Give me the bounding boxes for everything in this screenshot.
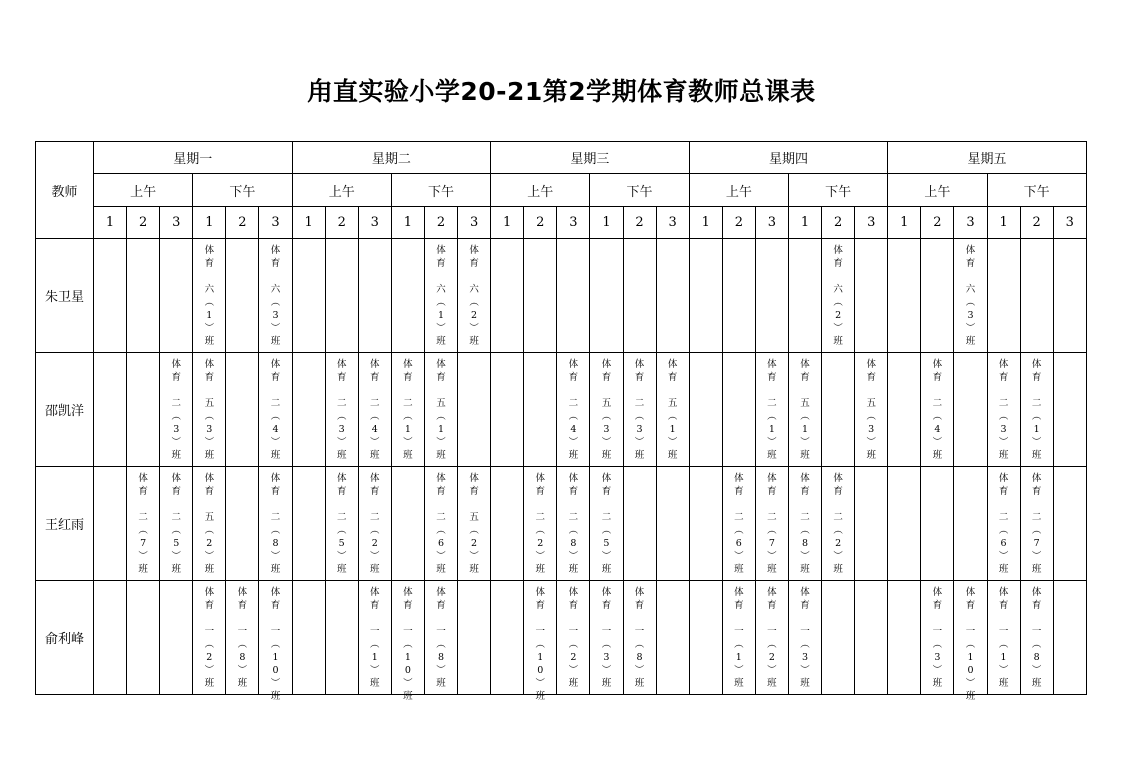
teacher-row <box>36 581 1087 695</box>
schedule-cell <box>590 239 623 353</box>
period-header: 3 <box>855 207 888 239</box>
schedule-cell <box>1053 239 1086 353</box>
schedule-cell <box>94 239 127 353</box>
class-entry: 体 育 一 ︵ 1 0 ︶ 班 <box>403 587 413 702</box>
period-header: 1 <box>987 207 1020 239</box>
schedule-cell <box>524 467 557 581</box>
schedule-cell <box>458 239 491 353</box>
day-header-wed: 星期三 <box>491 142 690 174</box>
teacher-name: 朱卫星 <box>36 239 94 353</box>
half-day-header: 上午 <box>94 174 193 207</box>
period-header: 1 <box>590 207 623 239</box>
schedule-cell <box>259 353 292 467</box>
schedule-cell <box>127 581 160 695</box>
period-header: 1 <box>888 207 921 239</box>
schedule-cell <box>954 581 987 702</box>
schedule-cell <box>822 581 855 695</box>
class-entry: 体 育 五 ︵ 2 ︶ 班 <box>469 473 479 575</box>
schedule-cell <box>954 467 987 581</box>
schedule-cell <box>491 239 524 353</box>
class-entry: 体 育 二 ︵ 5 ︶ 班 <box>601 473 612 575</box>
schedule-cell <box>722 239 755 353</box>
teacher-row <box>36 467 1087 581</box>
period-header: 1 <box>94 207 127 239</box>
class-entry: 体 育 二 ︵ 7 ︶ 班 <box>1031 473 1042 575</box>
class-entry: 体 育 一 ︵ 1 ︶ 班 <box>370 587 380 689</box>
class-entry: 体 育 一 ︵ 2 ︶ 班 <box>204 587 215 689</box>
schedule-cell <box>358 239 391 353</box>
schedule-cell <box>391 239 424 353</box>
period-header: 3 <box>954 207 987 239</box>
schedule-cell <box>954 239 987 353</box>
schedule-cell <box>292 467 325 581</box>
class-entry: 体 育 一 ︵ 2 ︶ 班 <box>568 587 579 689</box>
period-header: 3 <box>755 207 788 239</box>
schedule-cell <box>623 353 656 467</box>
half-day-header: 下午 <box>590 174 689 207</box>
schedule-cell <box>855 353 888 467</box>
schedule-cell <box>391 467 424 581</box>
schedule-cell <box>722 581 755 695</box>
schedule-cell <box>226 239 259 353</box>
class-entry: 体 育 二 ︵ 2 ︶ 班 <box>535 473 546 575</box>
schedule-cell <box>160 353 193 467</box>
day-header-fri: 星期五 <box>888 142 1087 174</box>
schedule-cell <box>325 581 358 695</box>
period-header: 2 <box>226 207 259 239</box>
class-entry: 体 育 一 ︵ 3 ︶ 班 <box>800 587 810 689</box>
schedule-cell <box>491 467 524 581</box>
schedule-cell <box>1053 353 1086 467</box>
class-entry: 体 育 五 ︵ 3 ︶ 班 <box>601 359 612 461</box>
class-entry: 体 育 一 ︵ 8 ︶ 班 <box>634 587 645 689</box>
schedule-cell <box>822 467 855 581</box>
schedule-cell <box>1020 467 1053 581</box>
class-entry: 体 育 五 ︵ 1 ︶ 班 <box>800 359 810 461</box>
schedule-cell <box>921 353 954 467</box>
period-header: 1 <box>689 207 722 239</box>
schedule-cell <box>1020 239 1053 353</box>
class-entry: 体 育 六 ︵ 1 ︶ 班 <box>204 245 215 347</box>
schedule-body <box>36 239 1087 702</box>
schedule-cell <box>524 353 557 467</box>
half-day-header: 下午 <box>391 174 490 207</box>
schedule-cell <box>888 239 921 353</box>
class-entry: 体 育 六 ︵ 3 ︶ 班 <box>270 245 281 347</box>
period-header-row <box>36 207 1087 239</box>
period-header: 1 <box>193 207 226 239</box>
schedule-cell <box>921 467 954 581</box>
class-entry: 体 育 一 ︵ 2 ︶ 班 <box>767 587 777 689</box>
schedule-cell <box>458 581 491 695</box>
half-day-header: 下午 <box>987 174 1086 207</box>
period-header: 2 <box>524 207 557 239</box>
schedule-cell <box>127 239 160 353</box>
schedule-cell <box>557 467 590 581</box>
schedule-cell <box>458 353 491 467</box>
schedule-cell <box>424 467 457 581</box>
period-header: 2 <box>921 207 954 239</box>
class-entry: 体 育 一 ︵ 1 ︶ 班 <box>734 587 744 689</box>
schedule-cell <box>259 467 292 581</box>
period-header: 1 <box>788 207 821 239</box>
day-header-tue: 星期二 <box>292 142 491 174</box>
schedule-cell <box>656 581 689 695</box>
schedule-cell <box>689 581 722 695</box>
schedule-cell <box>623 581 656 695</box>
class-entry: 体 育 一 ︵ 1 0 ︶ 班 <box>535 587 546 702</box>
class-entry: 体 育 二 ︵ 5 ︶ 班 <box>336 473 347 575</box>
half-day-header: 上午 <box>491 174 590 207</box>
class-entry: 体 育 二 ︵ 1 ︶ 班 <box>767 359 777 461</box>
teacher-name: 俞利峰 <box>36 581 94 695</box>
period-header: 2 <box>424 207 457 239</box>
schedule-cell <box>391 581 424 702</box>
class-entry: 体 育 二 ︵ 3 ︶ 班 <box>998 359 1009 461</box>
half-day-header: 上午 <box>888 174 987 207</box>
schedule-cell <box>193 581 226 695</box>
schedule-cell <box>987 467 1020 581</box>
schedule-cell <box>325 353 358 467</box>
teacher-column-header: 教师 <box>36 142 94 239</box>
class-entry: 体 育 二 ︵ 1 ︶ 班 <box>403 359 413 461</box>
schedule-cell <box>888 581 921 695</box>
period-header: 1 <box>391 207 424 239</box>
schedule-cell <box>822 353 855 467</box>
schedule-cell <box>391 353 424 467</box>
period-header: 1 <box>292 207 325 239</box>
class-entry: 体 育 二 ︵ 6 ︶ 班 <box>998 473 1009 575</box>
teacher-name: 邵凯洋 <box>36 353 94 467</box>
half-day-header: 下午 <box>788 174 887 207</box>
schedule-cell <box>557 353 590 467</box>
schedule-cell <box>987 353 1020 467</box>
class-entry: 体 育 一 ︵ 1 0 ︶ 班 <box>270 587 281 702</box>
schedule-cell <box>590 467 623 581</box>
class-entry: 体 育 二 ︵ 4 ︶ 班 <box>270 359 281 461</box>
schedule-cell <box>1053 581 1086 695</box>
class-entry: 体 育 五 ︵ 3 ︶ 班 <box>204 359 215 461</box>
schedule-cell <box>226 353 259 467</box>
class-entry: 体 育 一 ︵ 8 ︶ 班 <box>436 587 446 689</box>
class-entry: 体 育 二 ︵ 1 ︶ 班 <box>1031 359 1042 461</box>
half-day-header: 下午 <box>193 174 292 207</box>
schedule-cell <box>557 239 590 353</box>
class-entry: 体 育 六 ︵ 2 ︶ 班 <box>833 245 843 347</box>
class-entry: 体 育 一 ︵ 8 ︶ 班 <box>237 587 248 689</box>
schedule-cell <box>755 581 788 695</box>
schedule-cell <box>788 467 821 581</box>
class-entry: 体 育 五 ︵ 1 ︶ 班 <box>436 359 446 461</box>
schedule-cell <box>325 467 358 581</box>
day-header-mon: 星期一 <box>94 142 293 174</box>
schedule-cell <box>755 467 788 581</box>
period-header: 3 <box>458 207 491 239</box>
class-entry: 体 育 五 ︵ 1 ︶ 班 <box>667 359 678 461</box>
schedule-cell <box>656 239 689 353</box>
schedule-cell <box>788 353 821 467</box>
page-title: 甪直实验小学20-21第2学期体育教师总课表 <box>307 77 816 106</box>
schedule-cell <box>987 581 1020 695</box>
class-entry: 体 育 二 ︵ 8 ︶ 班 <box>800 473 810 575</box>
class-entry: 体 育 一 ︵ 1 ︶ 班 <box>998 587 1009 689</box>
class-entry: 体 育 二 ︵ 3 ︶ 班 <box>171 359 181 461</box>
class-entry: 体 育 一 ︵ 3 ︶ 班 <box>601 587 612 689</box>
half-day-header: 上午 <box>689 174 788 207</box>
schedule-cell <box>623 467 656 581</box>
schedule-cell <box>822 239 855 353</box>
class-entry: 体 育 六 ︵ 1 ︶ 班 <box>436 245 446 347</box>
schedule-cell <box>1020 353 1053 467</box>
schedule-cell <box>292 353 325 467</box>
day-header-thu: 星期四 <box>689 142 888 174</box>
schedule-cell <box>358 467 391 581</box>
schedule-cell <box>722 467 755 581</box>
period-header: 3 <box>358 207 391 239</box>
schedule-cell <box>358 353 391 467</box>
schedule-cell <box>755 353 788 467</box>
schedule-cell <box>656 353 689 467</box>
schedule-cell <box>722 353 755 467</box>
teacher-row <box>36 353 1087 467</box>
class-entry: 体 育 一 ︵ 3 ︶ 班 <box>932 587 943 689</box>
class-entry: 体 育 二 ︵ 5 ︶ 班 <box>171 473 181 575</box>
schedule-cell <box>921 239 954 353</box>
class-entry: 体 育 二 ︵ 2 ︶ 班 <box>833 473 843 575</box>
teacher-row <box>36 239 1087 353</box>
class-entry: 体 育 一 ︵ 8 ︶ 班 <box>1031 587 1042 689</box>
schedule-cell <box>788 581 821 695</box>
class-entry: 体 育 六 ︵ 2 ︶ 班 <box>469 245 479 347</box>
class-entry: 体 育 二 ︵ 4 ︶ 班 <box>568 359 579 461</box>
schedule-cell <box>424 239 457 353</box>
period-header: 2 <box>623 207 656 239</box>
schedule-cell <box>424 353 457 467</box>
schedule-cell <box>855 467 888 581</box>
period-header: 3 <box>1053 207 1086 239</box>
schedule-cell <box>193 353 226 467</box>
schedule-cell <box>127 467 160 581</box>
schedule-cell <box>987 239 1020 353</box>
schedule-cell <box>855 581 888 695</box>
schedule-cell <box>557 581 590 695</box>
schedule-cell <box>424 581 457 695</box>
day-header-row <box>36 142 1087 174</box>
schedule-cell <box>325 239 358 353</box>
half-day-header: 上午 <box>292 174 391 207</box>
schedule-cell <box>226 467 259 581</box>
class-entry: 体 育 二 ︵ 7 ︶ 班 <box>767 473 777 575</box>
schedule-cell <box>590 353 623 467</box>
schedule-cell <box>94 353 127 467</box>
class-entry: 体 育 二 ︵ 2 ︶ 班 <box>370 473 380 575</box>
schedule-cell <box>524 239 557 353</box>
class-entry: 体 育 二 ︵ 6 ︶ 班 <box>734 473 744 575</box>
schedule-cell <box>954 353 987 467</box>
class-entry: 体 育 五 ︵ 2 ︶ 班 <box>204 473 215 575</box>
class-entry: 体 育 二 ︵ 8 ︶ 班 <box>270 473 281 575</box>
half-day-header-row <box>36 174 1087 207</box>
class-entry: 体 育 二 ︵ 6 ︶ 班 <box>436 473 446 575</box>
period-header: 2 <box>325 207 358 239</box>
schedule-cell <box>358 581 391 695</box>
schedule-cell <box>160 239 193 353</box>
period-header: 3 <box>160 207 193 239</box>
schedule-cell <box>292 581 325 695</box>
teacher-name: 王红雨 <box>36 467 94 581</box>
schedule-cell <box>491 353 524 467</box>
period-header: 3 <box>656 207 689 239</box>
schedule-cell <box>888 467 921 581</box>
period-header: 3 <box>557 207 590 239</box>
class-entry: 体 育 二 ︵ 3 ︶ 班 <box>634 359 645 461</box>
period-header: 3 <box>259 207 292 239</box>
class-entry: 体 育 二 ︵ 4 ︶ 班 <box>370 359 380 461</box>
class-entry: 体 育 二 ︵ 8 ︶ 班 <box>568 473 579 575</box>
period-header: 2 <box>127 207 160 239</box>
period-header: 1 <box>491 207 524 239</box>
schedule-cell <box>855 239 888 353</box>
schedule-cell <box>193 467 226 581</box>
class-entry: 体 育 二 ︵ 7 ︶ 班 <box>138 473 148 575</box>
period-header: 2 <box>822 207 855 239</box>
class-entry: 体 育 二 ︵ 3 ︶ 班 <box>336 359 347 461</box>
schedule-cell <box>160 581 193 695</box>
schedule-cell <box>292 239 325 353</box>
period-header: 2 <box>1020 207 1053 239</box>
schedule-cell <box>689 467 722 581</box>
schedule-cell <box>656 467 689 581</box>
schedule-cell <box>755 239 788 353</box>
schedule-cell <box>259 239 292 353</box>
schedule-cell <box>888 353 921 467</box>
schedule-cell <box>193 239 226 353</box>
schedule-cell <box>226 581 259 695</box>
class-entry: 体 育 二 ︵ 4 ︶ 班 <box>932 359 943 461</box>
class-entry: 体 育 五 ︵ 3 ︶ 班 <box>866 359 876 461</box>
schedule-cell <box>94 581 127 695</box>
schedule-cell <box>689 239 722 353</box>
schedule-cell <box>590 581 623 695</box>
schedule-cell <box>524 581 557 702</box>
schedule-cell <box>921 581 954 695</box>
period-header: 2 <box>722 207 755 239</box>
schedule-cell <box>623 239 656 353</box>
schedule-cell <box>689 353 722 467</box>
schedule-cell <box>491 581 524 695</box>
schedule-cell <box>94 467 127 581</box>
schedule-cell <box>127 353 160 467</box>
schedule-table <box>35 141 1087 702</box>
schedule-cell <box>259 581 292 702</box>
schedule-cell <box>458 467 491 581</box>
schedule-cell <box>1053 467 1086 581</box>
class-entry: 体 育 六 ︵ 3 ︶ 班 <box>965 245 976 347</box>
schedule-cell <box>1020 581 1053 695</box>
class-entry: 体 育 一 ︵ 1 0 ︶ 班 <box>965 587 976 702</box>
schedule-cell <box>160 467 193 581</box>
schedule-cell <box>788 239 821 353</box>
